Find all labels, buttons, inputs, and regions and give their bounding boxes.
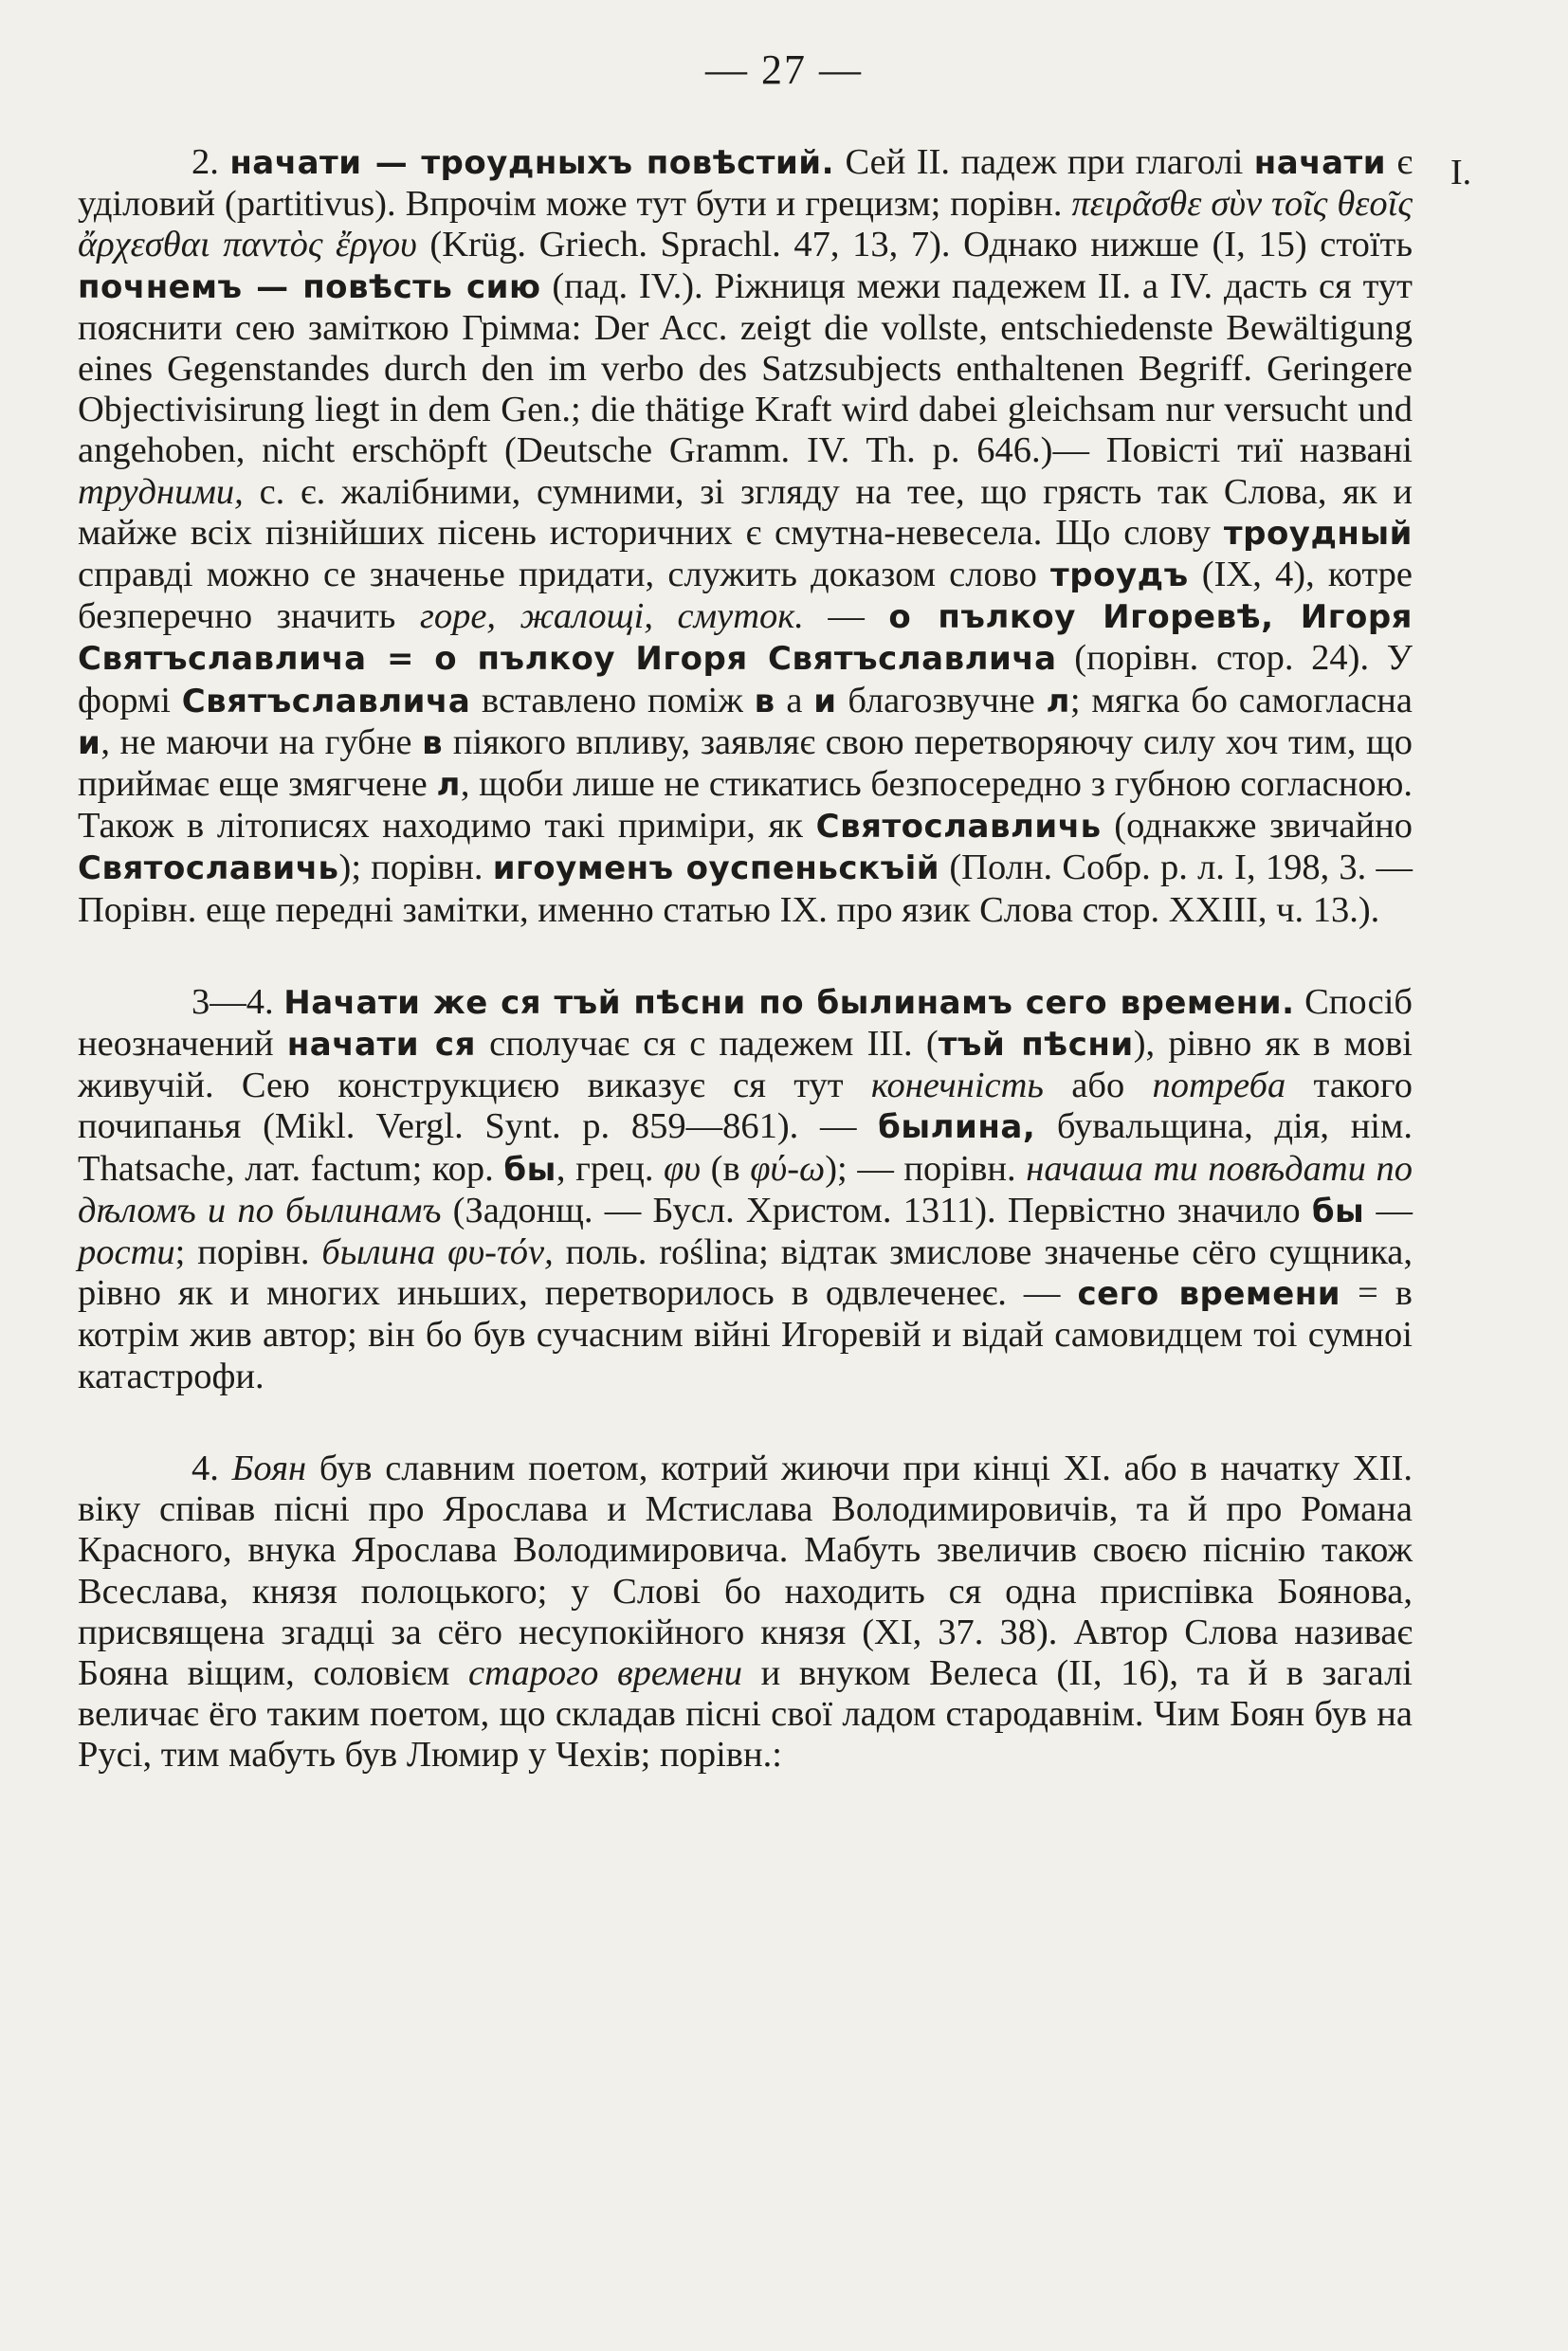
text-run: (Задонщ. — Бусл. Христом. 1311). Первістно значило [441, 1190, 1312, 1230]
slavonic-term: начати [1253, 144, 1387, 182]
slavonic-term: Святославличь [815, 808, 1102, 847]
text-run: а [775, 680, 814, 720]
text-run: 4. [191, 1448, 232, 1488]
text-run: вставлено поміж [470, 680, 755, 720]
text-run: = в котрім жив автор; він бо був сучасним війні Игоревій и відай самовидцем тоі сумноі катастрофи. [78, 1273, 1413, 1396]
italic-term: конечність [870, 1066, 1044, 1106]
text-run: благозвучне [836, 680, 1047, 720]
text-run: 2. [191, 142, 230, 182]
text-run: , не маючи на губне [100, 721, 423, 762]
text-run: Сей II. падеж при глаголі [834, 142, 1254, 182]
slavonic-term: бы [503, 1150, 556, 1189]
slavonic-term: былина, [878, 1108, 1036, 1147]
slavonic-term: л [436, 766, 461, 805]
text-run: є уділовий (partitivus). Впрочім може тут бути и грецизм; порівн. [78, 142, 1413, 225]
text-run: (IX, 4), котре безперечно значить [78, 555, 1413, 637]
italic-term: потреба [1152, 1066, 1286, 1106]
slavonic-term: и [813, 682, 837, 720]
text-run: справді можно се значенье придати, служить доказом слово [78, 555, 1051, 595]
paragraph-2 [78, 142, 1413, 931]
paragraph-3-4 [78, 982, 1413, 1397]
text-run: ; мягка бо самогласна [1069, 680, 1413, 720]
text-run: ); порівн. [338, 847, 493, 888]
text-run: и внуком Велеса (II, 16), та й в загалі величає ёго таким поетом, що складав пісні свої ладом стародавнім. Чим Боян був на Русі, тим мабуть був Люмир у Чехів; порівн.: [78, 1652, 1413, 1776]
text-run: , грец. [556, 1148, 665, 1189]
slavonic-term: Начати же ся тъй пѣсни по былинамъ сего времени. [283, 983, 1295, 1022]
text-run: (Krüg. Griech. Sprachl. 47, 13, 7). Однако нижше (I, 15) стоїть [416, 225, 1413, 265]
text-run: (Полн. Собр. р. л. I, 198, 3. — Порівн. еще передні замітки, именно статью IX. про язик Слова стор. XXIII, ч. 13.). [78, 847, 1413, 930]
text-run: Спосіб неозначений [78, 981, 1413, 1065]
text-run: був славним поетом, котрий жиючи при кінці XI. або в начатку XII. віку співав пісні про Ярослава и Мстислава Володимировичів, та й про Романа Красного, внука Ярослава Володимировича. Мабуть звеличив своєю піснію також Всеслава, князя полоцького; у Слові бо находить ся одна приспівка Боянова, присвящена згадці за сёго несупокійного князя (XI, 37. 38). Автор Слова називає Бояна віщим, соловієм [78, 1448, 1413, 1693]
slavonic-term: о пълкоу Игоревѣ, Игоря Святъславлича = о пълкоу Игоря Святъславлича [78, 598, 1413, 679]
slavonic-term: начати — троудныхъ повѣстий. [229, 144, 835, 182]
text-run: бувальщина, дія, нім. Thatsache, лат. factum; кор. [78, 1106, 1413, 1189]
slavonic-term: троудный [1223, 514, 1413, 553]
commentary-text [78, 142, 1413, 1777]
margin-note: I. [1450, 153, 1472, 192]
slavonic-term: бы [1311, 1192, 1365, 1230]
text-run: ; порівн. [174, 1232, 322, 1273]
text-run: , щоби лише не стикатись безпосередно з губною согласною. Також в літописях находимо такі приміри, як [78, 764, 1413, 847]
slavonic-term: начати ся [286, 1026, 476, 1065]
italic-term: φύ-ω [750, 1148, 826, 1189]
text-run: (пад. IV.). Ріжниця межи падежем II. а IV. дасть ся тут пояснити сею заміткою Грімма: Der Acc. zeigt die vollste, entschiedenste Bewältigung eines Gegenstandes durch den im verbo des Satzsubjects enthaltenen Begriff. Geringere Objectivisirung liegt in dem Gen.; die thätige Kraft wird dabei gleichsam nur versucht und angehoben, nicht erschöpft (Deutsche Gramm. IV. Th. p. 646.)— Повісті тиї названі [78, 265, 1413, 471]
italic-term: былина φυ-τόν, [321, 1232, 554, 1273]
slavonic-term: в [754, 682, 775, 720]
text-run: поль. roślina; відтак змислове значенье сёго сущника, рівно як и многих иньших, перетворилось в одвлеченеє. — [78, 1232, 1413, 1314]
italic-term: πειρᾶσθε σὺν τοῖς θεοῖς ἄρχεσθαι παντὸς ἔργου [78, 184, 1413, 265]
text-run: піякого впливу, заявляє свою перетворяючу силу хоч тим, що приймає еще змягчене [78, 721, 1413, 805]
text-run: (порівн. стор. 24). У формі [78, 638, 1413, 720]
slavonic-term: троудъ [1050, 556, 1189, 595]
text-run: (в [701, 1148, 751, 1189]
text-run: 3—4. [191, 981, 284, 1022]
text-run: с. є. жалібними, сумними, зі згляду на тее, що грясть так Слова, як и майже всіх пізнійших пісень историчних є смутна-невесела. Що слову [78, 471, 1413, 553]
text-run: сполучає ся с падежем III. ( [475, 1024, 939, 1065]
text-run: такого почипанья (Mikl. Vergl. Synt. p. 859—861). — [78, 1066, 1413, 1147]
text-run: ); — порівн. [825, 1148, 1027, 1189]
page-number: — 27 — [705, 46, 863, 93]
italic-term: горе, жалощі, смуток. [419, 596, 804, 637]
slavonic-term: игоуменъ оуспеньскъій [492, 849, 940, 888]
text-run: або [1043, 1066, 1153, 1106]
slavonic-term: тъй пѣсни [938, 1026, 1134, 1065]
paragraph-4 [78, 1449, 1413, 1777]
slavonic-term: Святъславлича [181, 682, 471, 720]
text-run: — [803, 596, 889, 637]
slavonic-term: почнемъ — повѣсть сию [78, 267, 541, 306]
italic-term: начаша ти повѣдати по дѣломъ и по былинамъ [78, 1148, 1413, 1230]
italic-term: Боян [231, 1448, 307, 1488]
italic-term: φυ [664, 1148, 702, 1189]
slavonic-term: л [1046, 682, 1070, 720]
text-run: — [1364, 1190, 1413, 1230]
italic-term: рости [78, 1232, 175, 1273]
text-run: (однакже звичайно [1101, 806, 1413, 847]
slavonic-term: Святославичь [78, 849, 339, 888]
italic-term: трудними, [78, 471, 244, 512]
italic-term: старого времени [467, 1652, 743, 1693]
slavonic-term: в [422, 723, 444, 762]
text-run: ), рівно як в мові живучій. Сею конструкциєю виказує ся тут [78, 1024, 1413, 1106]
slavonic-term: и [78, 723, 101, 762]
slavonic-term: сего времени [1077, 1275, 1341, 1314]
